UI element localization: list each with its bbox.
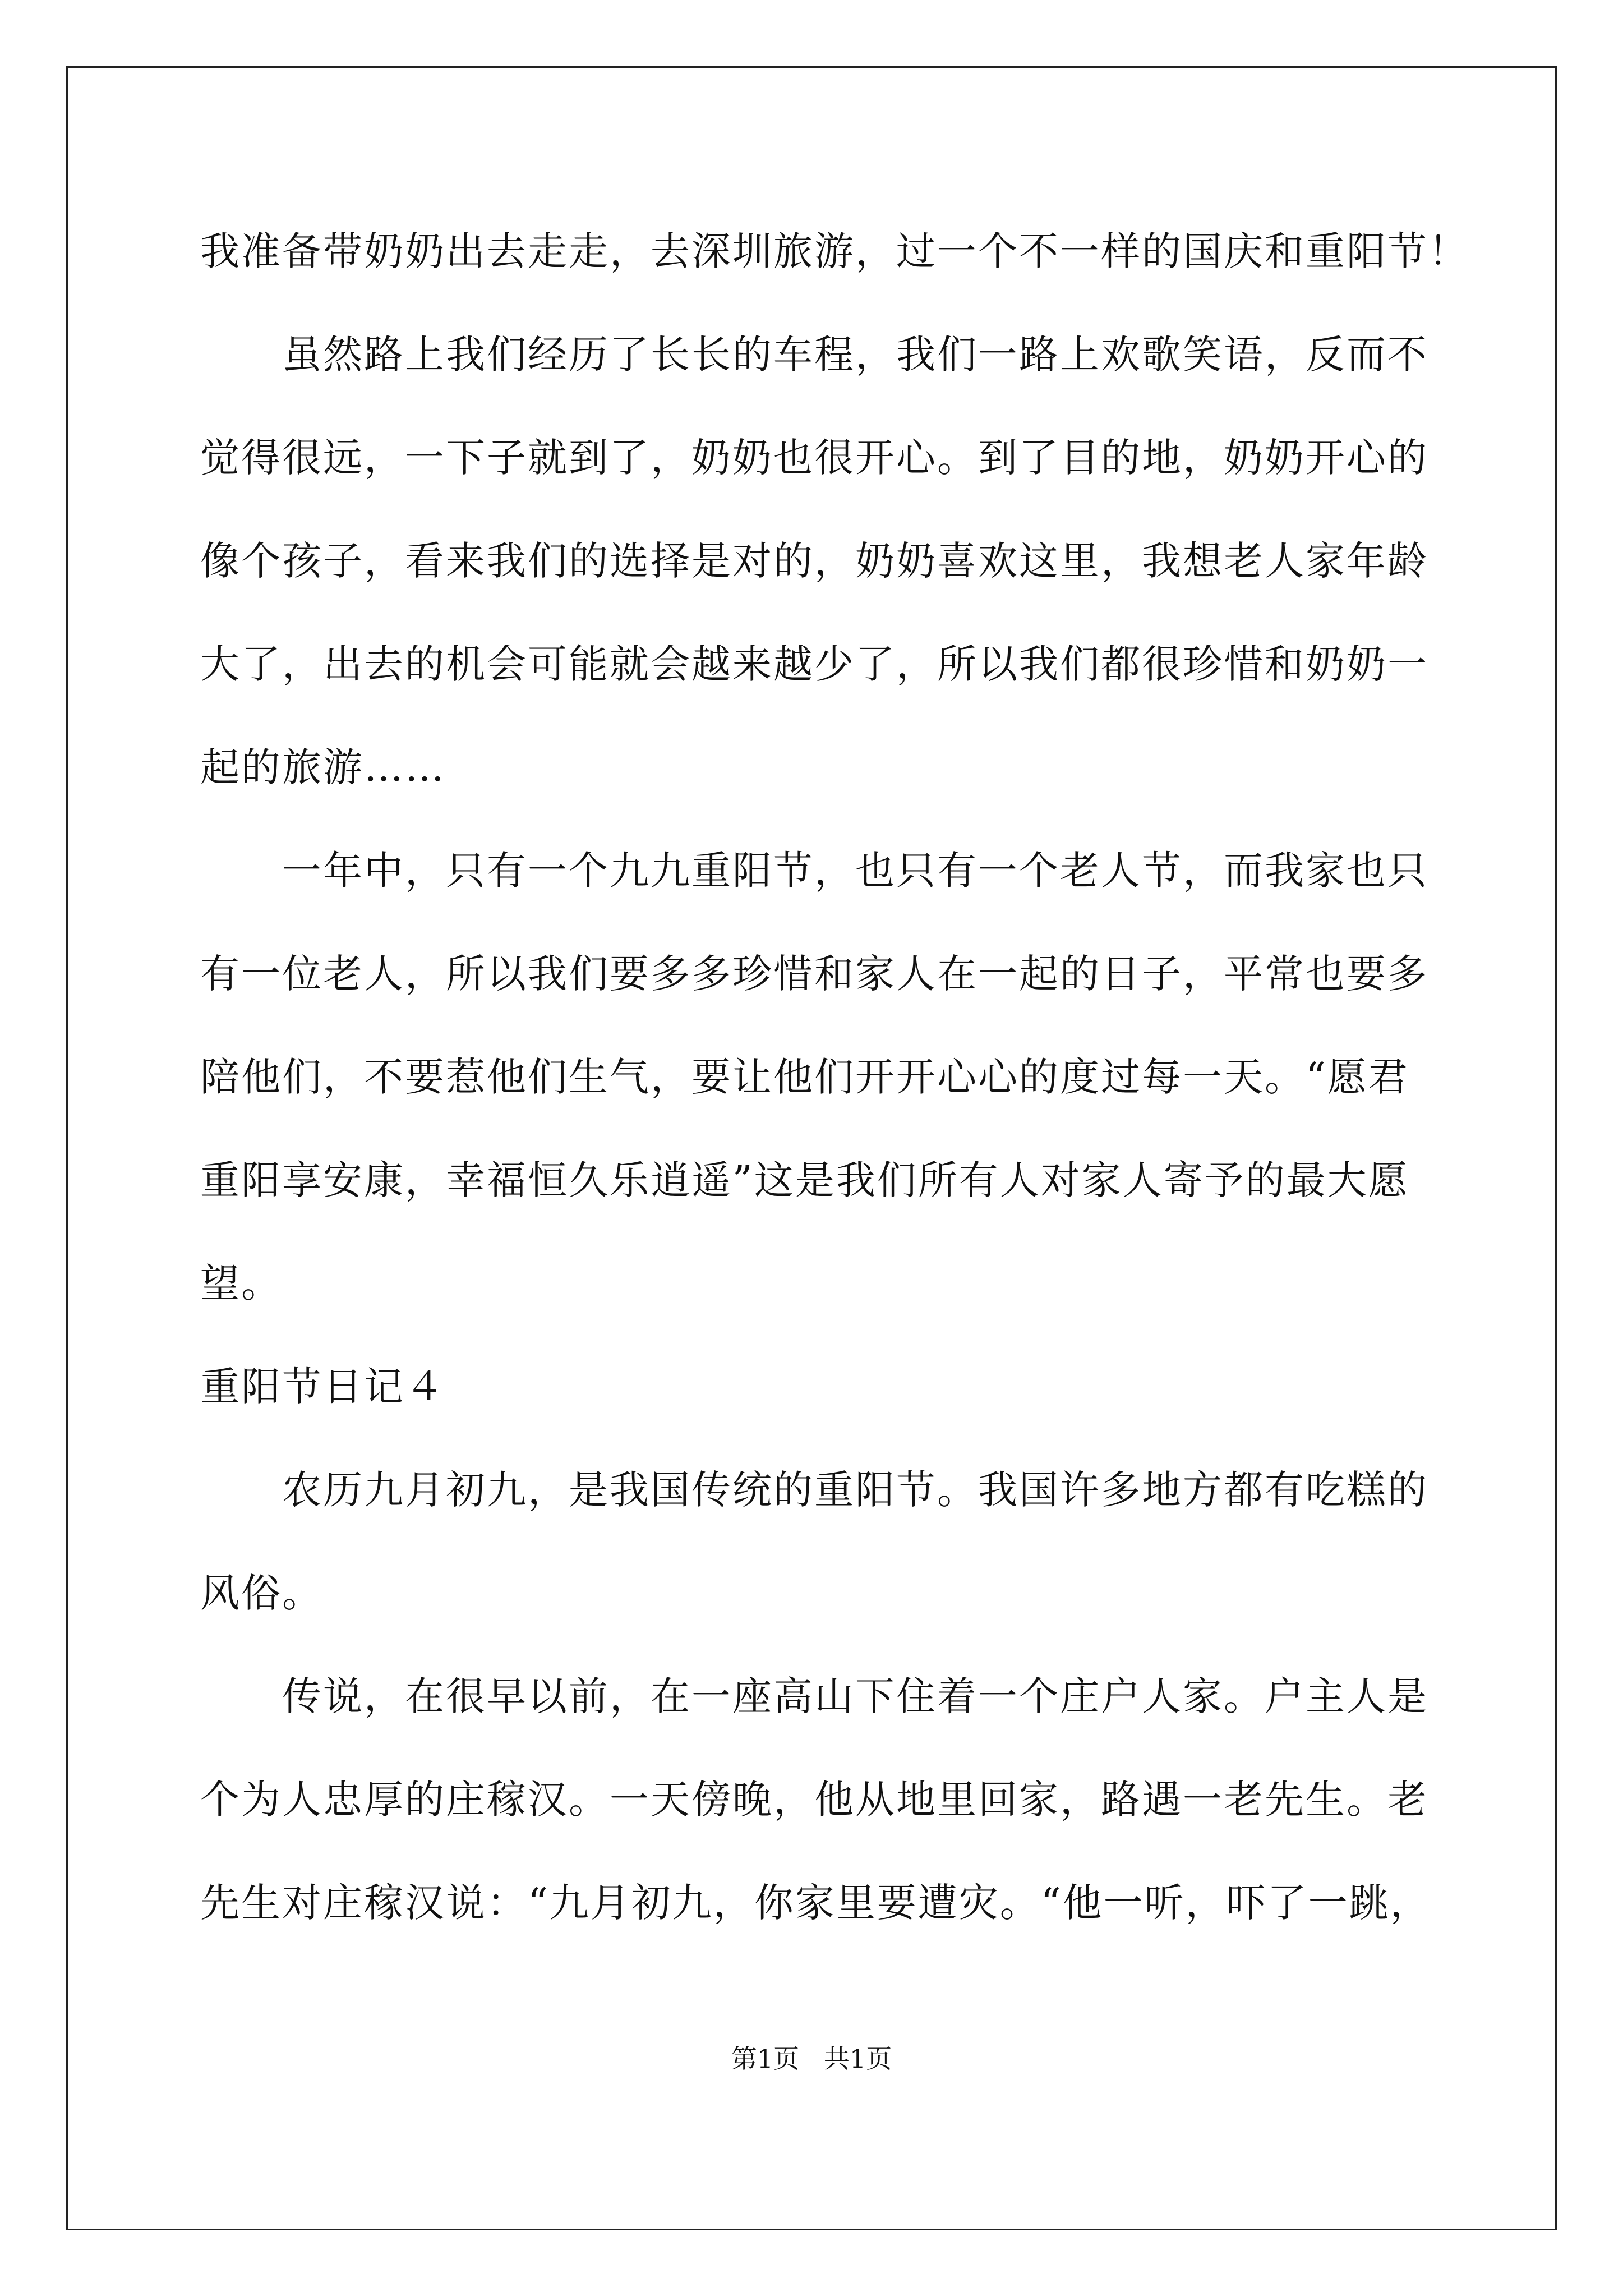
paragraph-start-line: 农历九月初九，是我国传统的重阳节。我国许多地方都有吃糕的 <box>282 1467 1428 1513</box>
paragraph-start-line: 一年中，只有一个九九重阳节，也只有一个老人节，而我家也只 <box>282 848 1428 894</box>
document-body <box>200 215 1469 1970</box>
text-line: 风俗。 <box>200 1570 323 1616</box>
paragraph-start-line: 传说，在很早以前，在一座高山下住着一个庄户人家。户主人是 <box>282 1673 1428 1719</box>
paragraph-start-line: 虽然路上我们经历了长长的车程，我们一路上欢歌笑语，反而不 <box>282 332 1428 378</box>
text-line: 像个孩子，看来我们的选择是对的，奶奶喜欢这里，我想老人家年龄 <box>200 538 1428 584</box>
text-line: 个为人忠厚的庄稼汉。一天傍晚，他从地里回家，路遇一老先生。老 <box>200 1777 1428 1823</box>
page-number-footer: 第1页 共1页 <box>731 2044 892 2074</box>
text-line: 起的旅游…… <box>200 744 446 790</box>
text-line: 我准备带奶奶出去走走，去深圳旅游，过一个不一样的国庆和重阳节！ <box>200 228 1469 274</box>
text-line: 觉得很远，一下子就到了，奶奶也很开心。到了目的地，奶奶开心的 <box>200 435 1428 481</box>
text-line: 先生对庄稼汉说：“九月初九，你家里要遭灾。“他一听，吓了一跳， <box>200 1880 1431 1926</box>
section-heading: 重阳节日记４ <box>200 1364 446 1410</box>
text-line: 陪他们，不要惹他们生气，要让他们开开心心的度过每一天。“愿君 <box>200 1054 1409 1100</box>
text-line: 望。 <box>200 1260 282 1306</box>
text-line: 大了，出去的机会可能就会越来越少了，所以我们都很珍惜和奶奶一 <box>200 641 1428 687</box>
text-line: 重阳享安康，幸福恒久乐逍遥”这是我们所有人对家人寄予的最大愿 <box>200 1157 1409 1203</box>
text-line: 有一位老人，所以我们要多多珍惜和家人在一起的日子，平常也要多 <box>200 951 1428 997</box>
